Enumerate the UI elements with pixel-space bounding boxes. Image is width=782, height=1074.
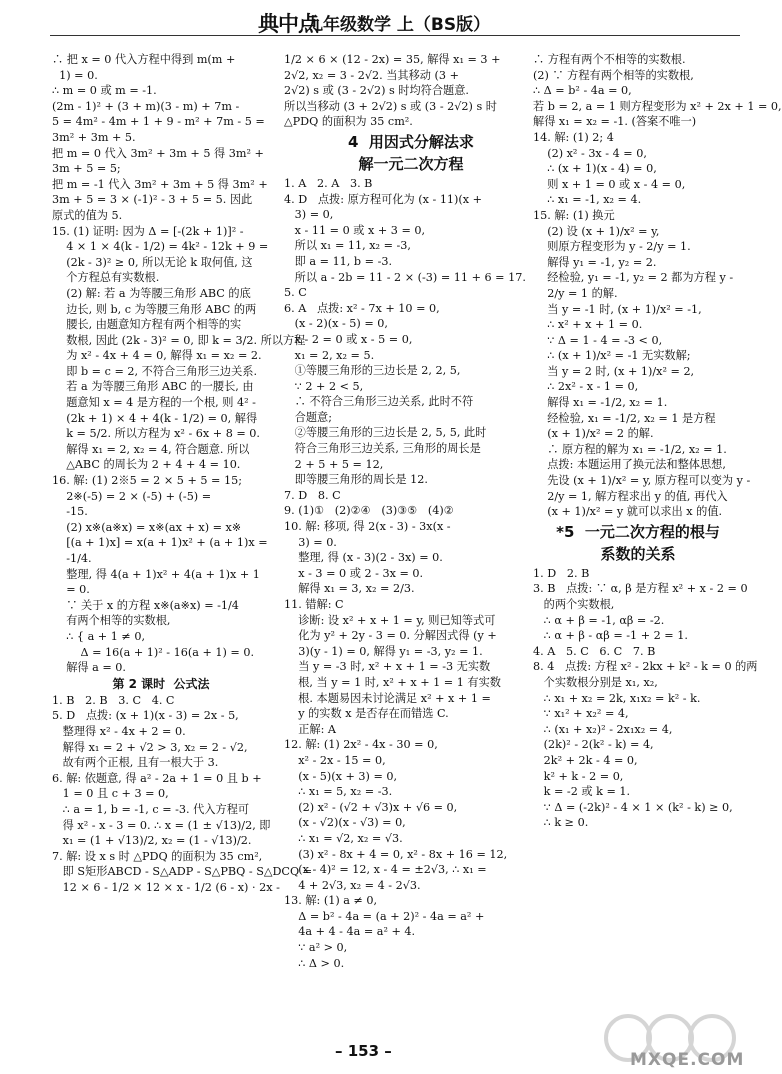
answer-line: ∴ 原方程的解为 x₁ = -1/2, x₂ = 1. (533, 442, 727, 456)
section-heading: 解一元二次方程 (358, 154, 464, 173)
answer-line: ②等腰三角形的三边长是 2, 5, 5, 此时 (284, 426, 487, 440)
section-heading: 4 用因式分解法求 (348, 132, 474, 151)
answer-line: 正解: A (284, 722, 337, 736)
answer-line: 3m + 5 = 3 × (-1)² - 3 + 5 = 5. 因此 (52, 193, 253, 207)
answer-line: ∴ x₁ = 5, x₂ = -3. (284, 785, 393, 799)
column-middle (284, 52, 538, 971)
answer-line: 数根, 因此 (2k - 3)² = 0, 即 k = 3/2. 所以方程 (52, 333, 306, 347)
answer-line: 3. B 点拨: ∵ α, β 是方程 x² + x - 2 = 0 (533, 582, 748, 596)
answer-line: 6. A 点拨: x² - 7x + 10 = 0, (284, 301, 440, 315)
answer-line: ∴ (x + 1)(x - 4) = 0, (533, 162, 657, 176)
answer-line: x₁ = 2, x₂ = 5. (284, 348, 375, 362)
answer-line: ∵ a² > 0, (284, 941, 348, 955)
answer-line: x - 11 = 0 或 x + 3 = 0, (284, 223, 426, 237)
answer-line: △ABC 的周长为 2 + 4 + 4 = 10. (52, 458, 241, 472)
answer-line: 腰长, 由题意知方程有两个相等的实 (52, 318, 242, 332)
answer-line: 1 = 0 且 c + 3 = 0, (52, 787, 169, 801)
answer-line: ∴ a = 1, b = -1, c = -3. 代入方程可 (52, 802, 250, 816)
answer-line: 为 x² - 4x + 4 = 0, 解得 x₁ = x₂ = 2. (52, 349, 262, 363)
answer-line: -15. (52, 505, 88, 519)
answer-line: 3)(y - 1) = 0, 解得 y₁ = -3, y₂ = 1. (284, 644, 483, 658)
answer-line: 3) = 0, (284, 208, 334, 222)
answer-line: 2k² + 2k - 4 = 0, (533, 753, 638, 767)
answer-line: (2k + 1) × 4 + 4(k - 1/2) = 0, 解得 (52, 411, 258, 425)
answer-line: 若 b = 2, a = 1 则方程变形为 x² + 2x + 1 = 0, (533, 99, 782, 113)
answer-line: 14. 解: (1) 2; 4 (533, 130, 614, 144)
answer-line: (2) x² - 3x - 4 = 0, (533, 146, 647, 160)
answer-line: 5. C (284, 286, 307, 300)
answer-line: 符合三角形三边关系, 三角形的周长是 (284, 442, 481, 456)
page-header (0, 6, 750, 38)
answer-line: 解得 y₁ = -1, y₂ = 2. (533, 255, 657, 269)
answer-line: 2 + 5 + 5 = 12, (284, 457, 384, 471)
answer-line: 整理, 得 4(a + 1)x² + 4(a + 1)x + 1 (52, 567, 260, 581)
header-rule (50, 35, 740, 36)
subsection-heading: 第 2 课时 公式法 (112, 676, 210, 691)
answer-line: 7. 解: 设 x s 时 △PDQ 的面积为 35 cm², (52, 849, 263, 863)
answer-line: (2) x² - (√2 + √3)x + √6 = 0, (284, 800, 458, 814)
answer-line: 解得 x₁ = 2 + √2 > 3, x₂ = 2 - √2, (52, 740, 248, 754)
answer-line: x₁ = (1 + √13)/2, x₂ = (1 - √13)/2. (52, 834, 252, 848)
answer-line: ∵ Δ = (-2k)² - 4 × 1 × (k² - k) ≥ 0, (533, 800, 733, 814)
answer-line: 5. D 点拨: (x + 1)(x - 3) = 2x - 5, (52, 709, 239, 723)
answer-line: ∴ k ≥ 0. (533, 816, 589, 830)
answer-line: 边长, 则 b, c 为等腰三角形 ABC 的两 (52, 302, 257, 316)
answer-line: 解得 x₁ = 3, x₂ = 2/3. (284, 582, 415, 596)
answer-line: 5 = 4m² - 4m + 1 + 9 - m² + 7m - 5 = (52, 115, 265, 129)
answer-line: 15. 解: (1) 换元 (533, 208, 615, 222)
page-number: – 153 – (335, 1042, 392, 1060)
answer-line: k² + k - 2 = 0, (533, 769, 624, 783)
answer-line: 1. D 2. B (533, 566, 590, 580)
answer-line: 合题意; (284, 410, 333, 424)
answer-line: (x - 2)(x - 5) = 0, (284, 317, 388, 331)
answer-line: 所以 x₁ = 11, x₂ = -3, (284, 239, 411, 253)
answer-line: 2/y = 1 的解. (533, 286, 618, 300)
answer-line: [(a + 1)x] = x(a + 1)x² + (a + 1)x = (52, 536, 268, 550)
answer-line: 即 a = 11, b = -3. (284, 254, 393, 268)
answer-line: y 的实数 x 是否存在而错选 C. (284, 707, 449, 721)
answer-line: 4 + 2√3, x₂ = 4 - 2√3. (284, 878, 421, 892)
answer-line: ∴ Δ = b² - 4a = 0, (533, 84, 632, 98)
section-heading: 系数的关系 (600, 544, 676, 563)
answer-line: ∵ Δ = 1 - 4 = -3 < 0, (533, 333, 663, 347)
answer-line: = 0. (52, 583, 90, 597)
answer-line: ∴ 把 x = 0 代入方程中得到 m(m + (52, 53, 236, 66)
answer-line: ∵ x₁² + x₂² = 4, (533, 707, 629, 721)
answer-line: ①等腰三角形的三边长是 2, 2, 5, (284, 364, 461, 378)
answer-line: (x + 1)/x² = y 就可以求出 x 的值. (533, 505, 723, 519)
answer-line: ∴ m = 0 或 m = -1. (52, 84, 157, 98)
answer-line: ∴ α + β - αβ = -1 + 2 = 1. (533, 629, 688, 643)
answer-line: ∴ x₁ + x₂ = 2k, x₁x₂ = k² - k. (533, 691, 701, 705)
answer-line: 解得 a = 0. (52, 661, 126, 675)
answer-line: ∴ 方程有两个不相等的实数根. (533, 53, 686, 66)
answer-line: 3m + 5 = 5; (52, 162, 121, 176)
answer-line: (x - 5)(x + 3) = 0, (284, 769, 398, 783)
answer-line: ∴ α + β = -1, αβ = -2. (533, 613, 665, 627)
answer-line: 根, 当 y = 1 时, x² + x + 1 = 1 有实数 (284, 675, 501, 689)
answer-line: 6. 解: 依题意, 得 a² - 2a + 1 = 0 且 b + (52, 771, 262, 785)
answer-line: -1/4. (52, 552, 92, 565)
answer-line: 得 x² - x - 3 = 0. ∴ x = (1 ± √13)/2, 即 (52, 818, 271, 832)
answer-line: 2/y = 1, 解方程求出 y 的值, 再代入 (533, 489, 728, 503)
answer-line: (x - √2)(x - √3) = 0, (284, 816, 406, 830)
answer-line: 2※(-5) = 2 × (-5) + (-5) = (52, 489, 212, 503)
answer-line: 把 m = 0 代入 3m² + 3m + 5 得 3m² + (52, 146, 264, 160)
answer-line: 先设 (x + 1)/x² = y, 原方程可以变为 y - (533, 474, 751, 488)
answer-line: 故有两个正根, 且有一根大于 3. (52, 756, 219, 770)
answer-line: 题意知 x = 4 是方程的一个根, 则 4² - (52, 396, 256, 410)
answer-line: 4 × 1 × 4(k - 1/2) = 4k² - 12k + 9 = (52, 240, 269, 254)
answer-line: ∴ { a + 1 ≠ 0, (52, 629, 146, 643)
answer-line: x² - 2x - 15 = 0, (284, 753, 386, 767)
answer-line: 把 m = -1 代入 3m² + 3m + 5 得 3m² + (52, 177, 268, 191)
answer-line: 若 a 为等腰三角形 ABC 的一腰长, 由 (52, 380, 254, 394)
answer-line: ∴ (x₁ + x₂)² - 2x₁x₂ = 4, (533, 722, 673, 736)
section-heading: *5 一元二次方程的根与 (556, 522, 720, 541)
answer-line: 整理, 得 (x - 3)(2 - 3x) = 0. (284, 551, 443, 565)
answer-line: 则 x + 1 = 0 或 x - 4 = 0, (533, 177, 686, 191)
answer-line: k = -2 或 k = 1. (533, 785, 631, 799)
answer-line: 则原方程变形为 y - 2/y = 1. (533, 240, 691, 254)
answer-line: 13. 解: (1) a ≠ 0, (284, 894, 378, 908)
answer-line: △PDQ 的面积为 35 cm². (284, 115, 413, 129)
answer-line: ∴ (x + 1)/x² = -1 无实数解; (533, 349, 691, 363)
answer-line: 解得 x₁ = -1/2, x₂ = 1. (533, 396, 668, 410)
answer-line: (2k)² - 2(k² - k) = 4, (533, 738, 654, 752)
answer-line: 12 × 6 - 1/2 × 12 × x - 1/2 (6 - x) · 2x - (52, 880, 280, 894)
answer-line: 诊断: 设 x² + x + 1 = y, 则已知等式可 (284, 613, 496, 627)
answer-line: 8. 4 点拨: 方程 x² - 2kx + k² - k = 0 的两 (533, 660, 758, 674)
answer-line: 当 y = 2 时, (x + 1)/x² = 2, (533, 364, 695, 378)
answer-line: (2) ∵ 方程有两个相等的实数根, (533, 68, 694, 82)
answer-line: ∴ 不符合三角形三边关系, 此时不符 (284, 395, 474, 409)
answer-line: x - 2 = 0 或 x - 5 = 0, (284, 332, 413, 346)
answer-line: 12. 解: (1) 2x² - 4x - 30 = 0, (284, 738, 438, 752)
answer-line: 4a + 4 - 4a = a² + 4. (284, 925, 416, 939)
answer-line: ∵ 关于 x 的方程 x※(a※x) = -1/4 (52, 598, 239, 612)
answer-line: (2m - 1)² + (3 + m)(3 - m) + 7m - (52, 99, 240, 113)
answer-line: 4. D 点拨: 原方程可化为 (x - 11)(x + (284, 192, 483, 206)
answer-line: 2√2) s 或 (3 - 2√2) s 时均符合题意. (284, 84, 469, 98)
answer-line: 经检验, x₁ = -1/2, x₂ = 1 是方程 (533, 411, 716, 425)
answer-line: Δ = b² - 4a = (a + 2)² - 4a = a² + (284, 909, 485, 923)
answer-line: k = 5/2. 所以方程为 x² - 6x + 8 = 0. (52, 427, 260, 441)
answer-line: 解得 x₁ = 2, x₂ = 4, 符合题意. 所以 (52, 442, 250, 456)
answer-line: 10. 解: 移项, 得 2(x - 3) - 3x(x - (284, 520, 451, 534)
answer-line: ∴ x² + x + 1 = 0. (533, 318, 643, 332)
answer-line: 当 y = -1 时, (x + 1)/x² = -1, (533, 302, 702, 316)
answer-line: 1/2 × 6 × (12 - 2x) = 35, 解得 x₁ = 3 + (284, 53, 501, 66)
answer-line: (2) 设 (x + 1)/x² = y, (533, 224, 660, 238)
answer-line: Δ = 16(a + 1)² - 16(a + 1) = 0. (52, 645, 255, 659)
answer-line: 16. 解: (1) 2※5 = 2 × 5 + 5 = 15; (52, 474, 242, 488)
answer-line: 3m² + 3m + 5. (52, 130, 136, 144)
answer-line: 即 S矩形ABCD - S△ADP - S△PBQ - S△DCQ = (52, 865, 313, 879)
answer-line: 所以当移动 (3 + 2√2) s 或 (3 - 2√2) s 时 (284, 99, 497, 113)
answer-line: 原式的值为 5. (52, 208, 123, 222)
answer-line: ∴ Δ > 0. (284, 956, 345, 970)
answer-line: 经检验, y₁ = -1, y₂ = 2 都为方程 y - (533, 271, 734, 285)
answer-line: (3) x² - 8x + 4 = 0, x² - 8x + 16 = 12, (284, 847, 508, 861)
book-logo: 典中点 (258, 12, 318, 36)
answer-line: 2√2, x₂ = 3 - 2√2. 当其移动 (3 + (284, 68, 459, 82)
answer-line: 的两个实数根, (533, 598, 615, 611)
answer-line: 即等腰三角形的周长是 12. (284, 473, 428, 487)
answer-line: 解得 x₁ = x₂ = -1. (答案不唯一) (533, 115, 697, 129)
answer-line: 根. 本题易因未讨论满足 x² + x + 1 = (284, 691, 491, 705)
answer-line: 15. (1) 证明: 因为 Δ = [-(2k + 1)]² - (52, 224, 244, 238)
answer-line: 4. A 5. C 6. C 7. B (533, 644, 656, 658)
answer-line: 个实数根分别是 x₁, x₂, (533, 675, 658, 689)
answer-line: 9. (1)① (2)②④ (3)③⑤ (4)② (284, 504, 454, 518)
answer-line: ∴ x₁ = -1, x₂ = 4. (533, 193, 642, 207)
answer-line: 个方程总有实数根. (52, 271, 160, 285)
answer-line: 1) = 0. (52, 68, 98, 82)
answer-line: 所以 a - 2b = 11 - 2 × (-3) = 11 + 6 = 17. (284, 270, 526, 284)
answer-line: 整理得 x² - 4x + 2 = 0. (52, 724, 186, 738)
answer-line: 11. 错解: C (284, 598, 344, 611)
column-right (533, 52, 782, 831)
watermark-text: MXQE.COM (630, 1050, 745, 1070)
answer-line: ∴ 2x² - x - 1 = 0, (533, 380, 639, 394)
answer-line: 3) = 0. (284, 535, 337, 549)
answer-line: 1. A 2. A 3. B (284, 176, 373, 190)
answer-line: ∴ x₁ = √2, x₂ = √3. (284, 831, 403, 845)
answer-line: ∵ 2 + 2 < 5, (284, 379, 364, 393)
answer-line: 点拨: 本题运用了换元法和整体思想, (533, 458, 726, 472)
answer-line: 当 y = -3 时, x² + x + 1 = -3 无实数 (284, 660, 491, 674)
answer-line: 1. B 2. B 3. C 4. C (52, 693, 175, 707)
answer-line: (x - 4)² = 12, x - 4 = ±2√3, ∴ x₁ = (284, 863, 487, 877)
answer-line: (2) x※(a※x) = x※(ax + x) = x※ (52, 520, 242, 534)
answer-line: 化为 y² + 2y - 3 = 0. 分解因式得 (y + (284, 629, 497, 643)
answer-line: (2k - 3)² ≥ 0, 所以无论 k 取何值, 这 (52, 255, 253, 269)
answer-line: 7. D 8. C (284, 488, 341, 502)
header-title: 九年级数学 上（BS版） (306, 15, 491, 35)
answer-line: x - 3 = 0 或 2 - 3x = 0. (284, 566, 424, 580)
answer-line: (x + 1)/x² = 2 的解. (533, 427, 654, 441)
answer-line: 即 b = c = 2, 不符合三角形三边关系. (52, 364, 258, 378)
answer-line: (2) 解: 若 a 为等腰三角形 ABC 的底 (52, 286, 251, 300)
answer-line: 有两个相等的实数根, (52, 614, 171, 628)
